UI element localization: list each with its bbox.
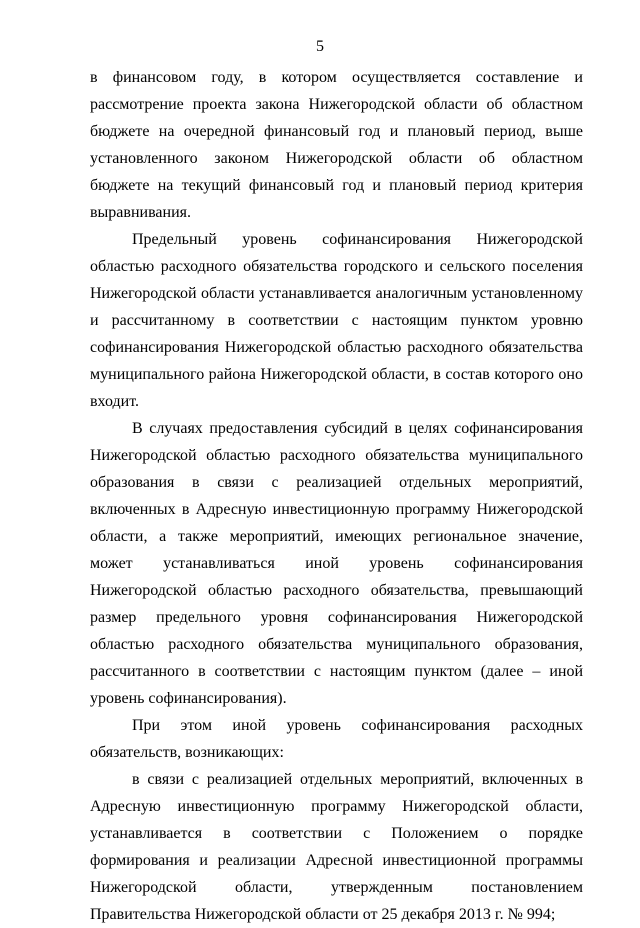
paragraph-other-level-intro: При этом иной уровень софинансирования расходных обязательств, возникающих: xyxy=(90,717,583,761)
document-body xyxy=(90,64,583,928)
paragraph-investment-program: в связи с реализацией отдельных мероприятий, включенных в Адресную инвестиционную программу Нижегородской области, устанавливается в соответствии с Положением о порядке формирования и реализации Адресной инвестиционной программы Нижегородской области, утвержденным постановлением Правительства Нижегородской области от 25 декабря 2013 г. № 994; xyxy=(90,771,583,923)
paragraph-continuation: в финансовом году, в котором осуществляется составление и рассмотрение проекта закона Нижегородской области об областном бюджете на очередной финансовый год и плановый период, выше установленного законом Нижегородской области об областном бюджете на текущий финансовый год и плановый период критерия выравнивания. xyxy=(90,69,583,221)
paragraph-subsidy-cases: В случаях предоставления субсидий в целях софинансирования Нижегородской областью расходного обязательства муниципального образования в связи с реализацией отдельных мероприятий, включенных в Адресную инвестиционную программу Нижегородской области, а также мероприятий, имеющих региональное значение, может устанавливаться иной уровень софинансирования Нижегородской областью расходного обязательства, превышающий размер предельного уровня софинансирования Нижегородской областью расходного обязательства муниципального образования, рассчитанного в соответствии с настоящим пунктом (далее – иной уровень софинансирования). xyxy=(90,420,583,707)
paragraph-max-cofinancing-level: Предельный уровень софинансирования Нижегородской областью расходного обязательства городского и сельского поселения Нижегородской области устанавливается аналогичным установленному и рассчитанному в соответствии с настоящим пунктом уровню софинансирования Нижегородской областью расходного обязательства муниципального района Нижегородской области, в состав которого оно входит. xyxy=(90,231,583,410)
page-number: 5 xyxy=(316,38,324,55)
